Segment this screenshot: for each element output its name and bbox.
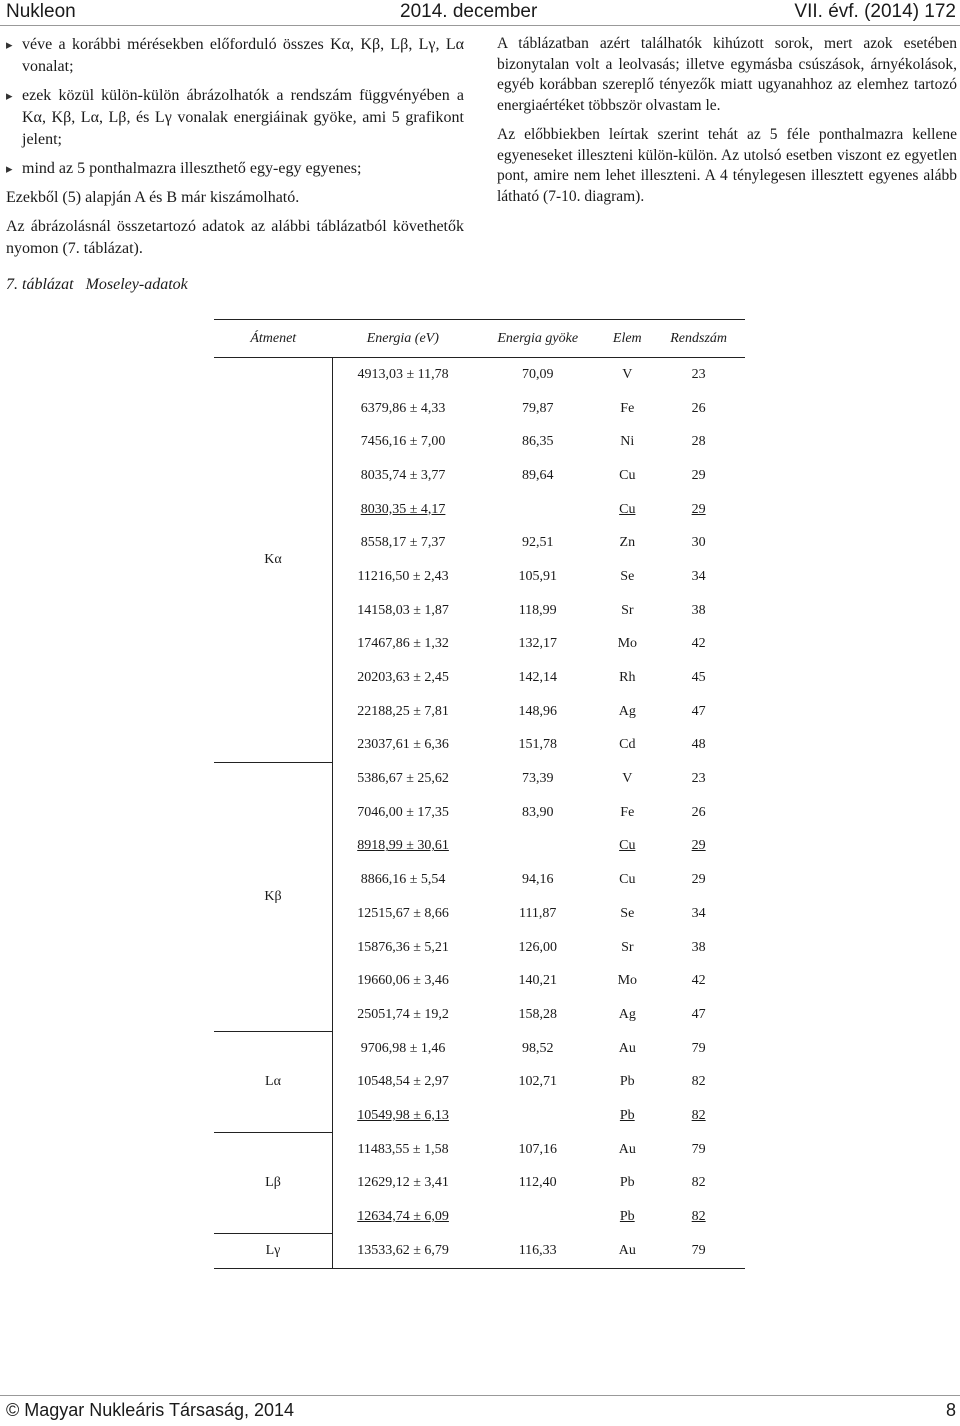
table-number: 7. táblázat (6, 276, 74, 293)
energy-cell: 11483,55 ± 1,58 (357, 1141, 449, 1157)
table-row (214, 1133, 745, 1167)
energy-cell: 13533,62 ± 6,79 (333, 1234, 474, 1269)
atomic-number-cell: 79 (691, 1141, 706, 1157)
element-cell: Mo (617, 636, 638, 652)
atomic-number-cell: 26 (691, 400, 706, 416)
energy-cell: 12634,74 ± 6,09 (357, 1209, 449, 1225)
energy-cell: 8030,35 ± 4,17 (360, 501, 446, 517)
energy-cell: 5386,67 ± 25,62 (357, 771, 449, 787)
energy-root-cell: 118,99 (518, 602, 557, 618)
energy-cell: 20203,63 ± 2,45 (357, 670, 449, 686)
element-cell: Au (618, 1141, 636, 1157)
right-text-column (497, 34, 957, 216)
element-cell: Ag (618, 703, 636, 719)
atomic-number-cell: 42 (691, 636, 706, 652)
energy-cell: 23037,61 ± 6,36 (357, 737, 449, 753)
table-row (214, 1234, 745, 1269)
energy-root-cell: 98,52 (521, 1040, 554, 1056)
column-header: Átmenet (214, 320, 333, 358)
energy-cell: 8035,74 ± 3,77 (360, 467, 446, 483)
element-cell: Cu (619, 838, 636, 854)
energy-root-cell: 70,09 (521, 366, 554, 382)
energy-cell: 10549,98 ± 6,13 (357, 1107, 449, 1123)
energy-root-cell: 79,87 (521, 400, 554, 416)
energy-root-cell: 102,71 (518, 1074, 557, 1090)
bullet-icon: ▸ (6, 161, 13, 176)
table-header-row (214, 320, 745, 358)
energy-root-cell (473, 1099, 602, 1133)
copyright-text: © Magyar Nukleáris Társaság, 2014 (6, 1400, 295, 1420)
atomic-number-cell: 82 (691, 1209, 706, 1225)
atomic-number-cell: 30 (691, 535, 706, 551)
energy-cell: 4913,03 ± 11,78 (357, 366, 449, 382)
element-cell: Zn (619, 535, 636, 551)
atomic-number-cell: 47 (691, 703, 706, 719)
energy-cell: 8866,16 ± 5,54 (360, 872, 446, 888)
atomic-number-cell: 82 (691, 1107, 706, 1123)
energy-cell: 25051,74 ± 19,2 (357, 1006, 449, 1022)
element-cell: Ag (618, 1006, 636, 1022)
element-cell: Pb (619, 1074, 635, 1090)
bullet-item: ▸ mind az 5 ponthalmazra illeszthető egy-egy egyenes; (6, 158, 464, 180)
table-row (214, 762, 745, 796)
paragraph: Az ábrázolásnál összetartozó adatok az alábbi táblázatból követhetők nyomon (7. táblázat). (6, 218, 464, 257)
atomic-number-cell: 79 (652, 1234, 745, 1269)
energy-root-cell: 148,96 (518, 703, 557, 719)
element-cell: V (622, 771, 633, 787)
column-header: Rendszám (652, 320, 745, 358)
atomic-number-cell: 26 (691, 804, 706, 820)
atomic-number-cell: 29 (691, 501, 706, 517)
energy-cell: 19660,06 ± 3,46 (357, 973, 449, 989)
table-row (214, 358, 745, 392)
atomic-number-cell: 82 (691, 1175, 706, 1191)
element-cell: Cu (619, 872, 636, 888)
atomic-number-cell: 38 (691, 602, 706, 618)
energy-cell: 15876,36 ± 5,21 (357, 939, 449, 955)
energy-root-cell: 89,64 (521, 467, 554, 483)
journal-name: Nukleon (6, 1, 76, 22)
issue-date: 2014. december (400, 1, 538, 22)
atomic-number-cell: 38 (691, 939, 706, 955)
element-cell: Sr (621, 939, 634, 955)
element-cell: Pb (619, 1175, 635, 1191)
atomic-number-cell: 82 (691, 1074, 706, 1090)
energy-root-cell: 126,00 (518, 939, 557, 955)
atomic-number-cell: 29 (691, 872, 706, 888)
energy-cell: 7456,16 ± 7,00 (360, 434, 446, 450)
transition-label: Kα (214, 358, 333, 763)
volume-info: VII. évf. (2014) 172 (794, 1, 956, 22)
bullet-item: ▸ véve a korábbi mérésekben előforduló összes Kα, Kβ, Lβ, Lγ, Lα vonalat; (6, 36, 464, 75)
element-cell: Ni (620, 434, 635, 450)
column-header: Elem (602, 320, 652, 358)
energy-root-cell (473, 1200, 602, 1234)
energy-cell: 7046,00 ± 17,35 (357, 804, 449, 820)
energy-root-cell: 105,91 (518, 568, 557, 584)
page-footer (0, 1400, 960, 1424)
element-cell: Mo (617, 973, 638, 989)
paragraph: A táblázatban azért találhatók kihúzott sorok, mert azok esetében bizonytalan volt a leolvasás; illetve egymásba csúszások, árnyékolások, egyéb korábban szereplő tényezők miatt ugyanahhoz az elemhez tartozó energiaértéket többször olvastam le. (497, 35, 957, 114)
element-cell: Cu (619, 501, 636, 517)
energy-cell: 11216,50 ± 2,43 (357, 568, 449, 584)
table-caption (6, 276, 200, 294)
energy-cell: 9706,98 ± 1,46 (360, 1040, 446, 1056)
bullet-item: ▸ ezek közül külön-külön ábrázolhatók a rendszám függvényében a Kα, Kβ, Lα, Lβ, és Lγ vonalak energiáinak gyöke, ami 5 grafikont jelent; (6, 87, 464, 148)
energy-cell: 14158,03 ± 1,87 (357, 602, 449, 618)
element-cell: Pb (619, 1209, 635, 1225)
element-cell: Au (602, 1234, 652, 1269)
page-number: 8 (945, 1400, 956, 1420)
transition-label: Lγ (214, 1234, 333, 1269)
energy-root-cell: 92,51 (521, 535, 554, 551)
left-text-column (6, 34, 464, 267)
atomic-number-cell: 79 (691, 1040, 706, 1056)
element-cell: V (622, 366, 633, 382)
element-cell: Rh (619, 670, 636, 686)
energy-root-cell (473, 830, 602, 864)
energy-root-cell: 142,14 (518, 670, 557, 686)
element-cell: Cd (619, 737, 636, 753)
energy-root-cell: 112,40 (518, 1175, 557, 1191)
energy-root-cell: 73,39 (521, 771, 554, 787)
energy-root-cell: 140,21 (518, 973, 557, 989)
atomic-number-cell: 34 (691, 568, 706, 584)
table-title: Moseley-adatok (85, 276, 188, 293)
bullet-icon: ▸ (6, 88, 13, 103)
energy-root-cell: 111,87 (518, 905, 557, 921)
energy-root-cell: 116,33 (473, 1234, 602, 1269)
energy-cell: 22188,25 ± 7,81 (357, 703, 449, 719)
moseley-data-table (214, 319, 745, 1269)
energy-root-cell (473, 493, 602, 527)
element-cell: Fe (620, 804, 635, 820)
energy-root-cell: 94,16 (521, 872, 554, 888)
atomic-number-cell: 23 (691, 366, 706, 382)
energy-root-cell: 86,35 (521, 434, 554, 450)
energy-cell: 8918,99 ± 30,61 (357, 838, 449, 854)
energy-root-cell: 107,16 (518, 1141, 557, 1157)
atomic-number-cell: 42 (691, 973, 706, 989)
table-row (214, 1032, 745, 1066)
atomic-number-cell: 28 (691, 434, 706, 450)
atomic-number-cell: 45 (691, 670, 706, 686)
energy-root-cell: 158,28 (518, 1006, 557, 1022)
energy-cell: 6379,86 ± 4,33 (360, 400, 446, 416)
atomic-number-cell: 29 (691, 838, 706, 854)
footer-divider (0, 1395, 960, 1396)
element-cell: Fe (620, 400, 635, 416)
atomic-number-cell: 29 (691, 467, 706, 483)
element-cell: Sr (621, 602, 634, 618)
energy-cell: 17467,86 ± 1,32 (357, 636, 449, 652)
energy-cell: 12629,12 ± 3,41 (357, 1175, 449, 1191)
transition-label: Lβ (214, 1133, 333, 1234)
element-cell: Cu (619, 467, 636, 483)
atomic-number-cell: 34 (691, 905, 706, 921)
atomic-number-cell: 48 (691, 737, 706, 753)
transition-label: Lα (214, 1032, 333, 1133)
atomic-number-cell: 23 (691, 771, 706, 787)
paragraph: Az előbbiekben leírtak szerint tehát az 5 féle ponthalmazra kellene egyeneseket illeszteni külön-külön. Az utolsó esetben viszont ez egyetlen pont, amire nem lehet illeszteni. A 4 ténylegesen illesztett egyenes alább látható (7-10. diagram). (497, 126, 957, 205)
transition-label: Kβ (214, 762, 333, 1032)
atomic-number-cell: 47 (691, 1006, 706, 1022)
page-header (0, 0, 960, 26)
element-cell: Se (620, 568, 635, 584)
header-divider (0, 25, 960, 26)
paragraph: Ezekből (5) alapján A és B már kiszámolható. (6, 189, 300, 206)
energy-root-cell: 83,90 (521, 804, 554, 820)
column-header: Energia (eV) (333, 320, 474, 358)
energy-root-cell: 151,78 (518, 737, 557, 753)
energy-cell: 8558,17 ± 7,37 (360, 535, 446, 551)
energy-cell: 10548,54 ± 2,97 (357, 1074, 449, 1090)
element-cell: Au (618, 1040, 636, 1056)
bullet-icon: ▸ (6, 37, 13, 52)
energy-cell: 12515,67 ± 8,66 (357, 905, 449, 921)
element-cell: Se (620, 905, 635, 921)
energy-root-cell: 132,17 (518, 636, 557, 652)
column-header: Energia gyöke (473, 320, 602, 358)
element-cell: Pb (619, 1107, 635, 1123)
